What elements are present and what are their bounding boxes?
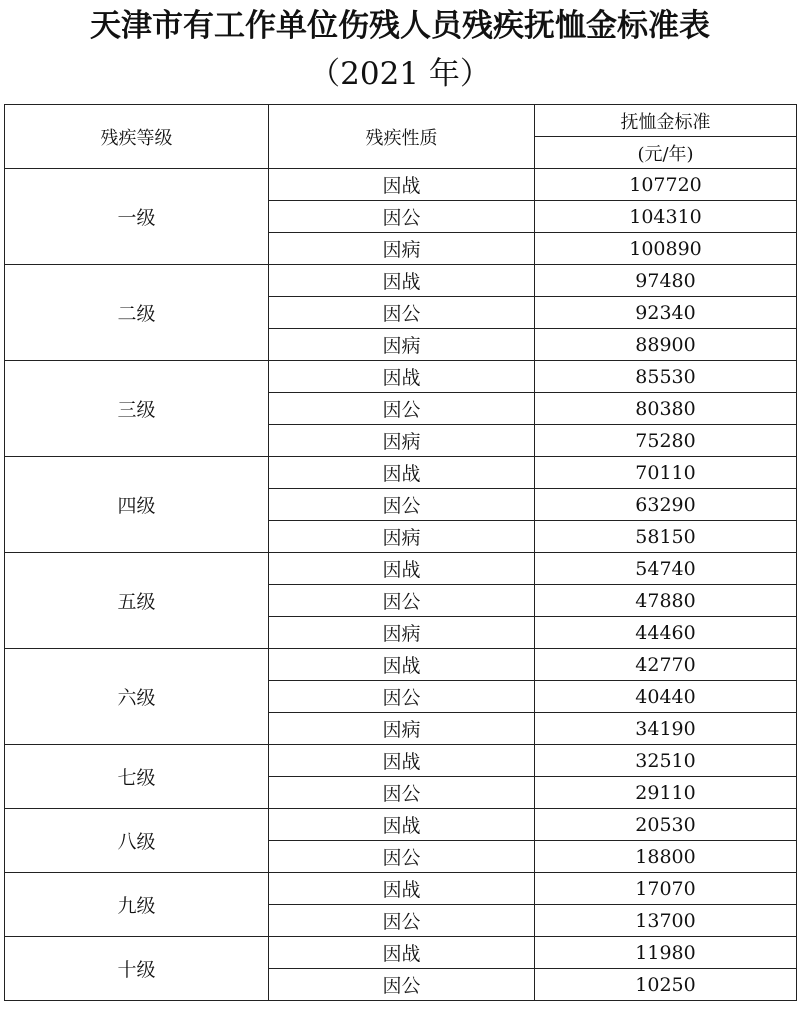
table-row bbox=[5, 745, 797, 777]
header-nature: 残疾性质 bbox=[269, 105, 535, 169]
amount-cell: 54740 bbox=[535, 553, 797, 585]
nature-cell: 因病 bbox=[269, 521, 535, 553]
grade-cell: 六级 bbox=[5, 649, 269, 745]
amount-cell: 63290 bbox=[535, 489, 797, 521]
amount-cell: 88900 bbox=[535, 329, 797, 361]
amount-cell: 10250 bbox=[535, 969, 797, 1001]
nature-cell: 因公 bbox=[269, 841, 535, 873]
nature-cell: 因公 bbox=[269, 201, 535, 233]
pension-standards-table bbox=[4, 104, 797, 1001]
table-row bbox=[5, 265, 797, 297]
nature-cell: 因公 bbox=[269, 585, 535, 617]
nature-cell: 因公 bbox=[269, 297, 535, 329]
nature-cell: 因战 bbox=[269, 809, 535, 841]
amount-cell: 11980 bbox=[535, 937, 797, 969]
amount-cell: 40440 bbox=[535, 681, 797, 713]
grade-cell: 五级 bbox=[5, 553, 269, 649]
table-row bbox=[5, 937, 797, 969]
nature-cell: 因病 bbox=[269, 233, 535, 265]
nature-cell: 因战 bbox=[269, 553, 535, 585]
nature-cell: 因公 bbox=[269, 681, 535, 713]
amount-cell: 85530 bbox=[535, 361, 797, 393]
grade-cell: 二级 bbox=[5, 265, 269, 361]
grade-cell: 一级 bbox=[5, 169, 269, 265]
grade-cell: 十级 bbox=[5, 937, 269, 1001]
nature-cell: 因战 bbox=[269, 873, 535, 905]
nature-cell: 因战 bbox=[269, 265, 535, 297]
amount-cell: 44460 bbox=[535, 617, 797, 649]
table-row bbox=[5, 553, 797, 585]
amount-cell: 29110 bbox=[535, 777, 797, 809]
nature-cell: 因病 bbox=[269, 713, 535, 745]
amount-cell: 34190 bbox=[535, 713, 797, 745]
nature-cell: 因病 bbox=[269, 617, 535, 649]
table-header bbox=[5, 105, 797, 169]
amount-cell: 107720 bbox=[535, 169, 797, 201]
nature-cell: 因战 bbox=[269, 649, 535, 681]
header-row bbox=[5, 105, 797, 137]
amount-cell: 32510 bbox=[535, 745, 797, 777]
nature-cell: 因公 bbox=[269, 393, 535, 425]
amount-cell: 20530 bbox=[535, 809, 797, 841]
amount-cell: 97480 bbox=[535, 265, 797, 297]
table-row bbox=[5, 169, 797, 201]
table-row bbox=[5, 457, 797, 489]
nature-cell: 因病 bbox=[269, 329, 535, 361]
grade-cell: 四级 bbox=[5, 457, 269, 553]
nature-cell: 因战 bbox=[269, 937, 535, 969]
nature-cell: 因公 bbox=[269, 905, 535, 937]
page-title: 天津市有工作单位伤残人员残疾抚恤金标准表 bbox=[90, 8, 710, 44]
nature-cell: 因公 bbox=[269, 489, 535, 521]
header-unit: (元/年) bbox=[535, 137, 797, 169]
amount-cell: 58150 bbox=[535, 521, 797, 553]
nature-cell: 因战 bbox=[269, 457, 535, 489]
amount-cell: 17070 bbox=[535, 873, 797, 905]
amount-cell: 75280 bbox=[535, 425, 797, 457]
header-amount: 抚恤金标准 bbox=[535, 105, 797, 137]
nature-cell: 因公 bbox=[269, 969, 535, 1001]
header-grade: 残疾等级 bbox=[5, 105, 269, 169]
amount-cell: 70110 bbox=[535, 457, 797, 489]
table-row bbox=[5, 361, 797, 393]
amount-cell: 92340 bbox=[535, 297, 797, 329]
amount-cell: 42770 bbox=[535, 649, 797, 681]
nature-cell: 因病 bbox=[269, 425, 535, 457]
grade-cell: 九级 bbox=[5, 873, 269, 937]
nature-cell: 因战 bbox=[269, 745, 535, 777]
amount-cell: 104310 bbox=[535, 201, 797, 233]
nature-cell: 因战 bbox=[269, 169, 535, 201]
table-row bbox=[5, 809, 797, 841]
page-subtitle: （2021 年） bbox=[309, 56, 491, 92]
table-body bbox=[5, 169, 797, 1001]
grade-cell: 七级 bbox=[5, 745, 269, 809]
amount-cell: 100890 bbox=[535, 233, 797, 265]
amount-cell: 47880 bbox=[535, 585, 797, 617]
amount-cell: 13700 bbox=[535, 905, 797, 937]
grade-cell: 八级 bbox=[5, 809, 269, 873]
table-row bbox=[5, 873, 797, 905]
table-row bbox=[5, 649, 797, 681]
grade-cell: 三级 bbox=[5, 361, 269, 457]
amount-cell: 18800 bbox=[535, 841, 797, 873]
nature-cell: 因战 bbox=[269, 361, 535, 393]
amount-cell: 80380 bbox=[535, 393, 797, 425]
nature-cell: 因公 bbox=[269, 777, 535, 809]
